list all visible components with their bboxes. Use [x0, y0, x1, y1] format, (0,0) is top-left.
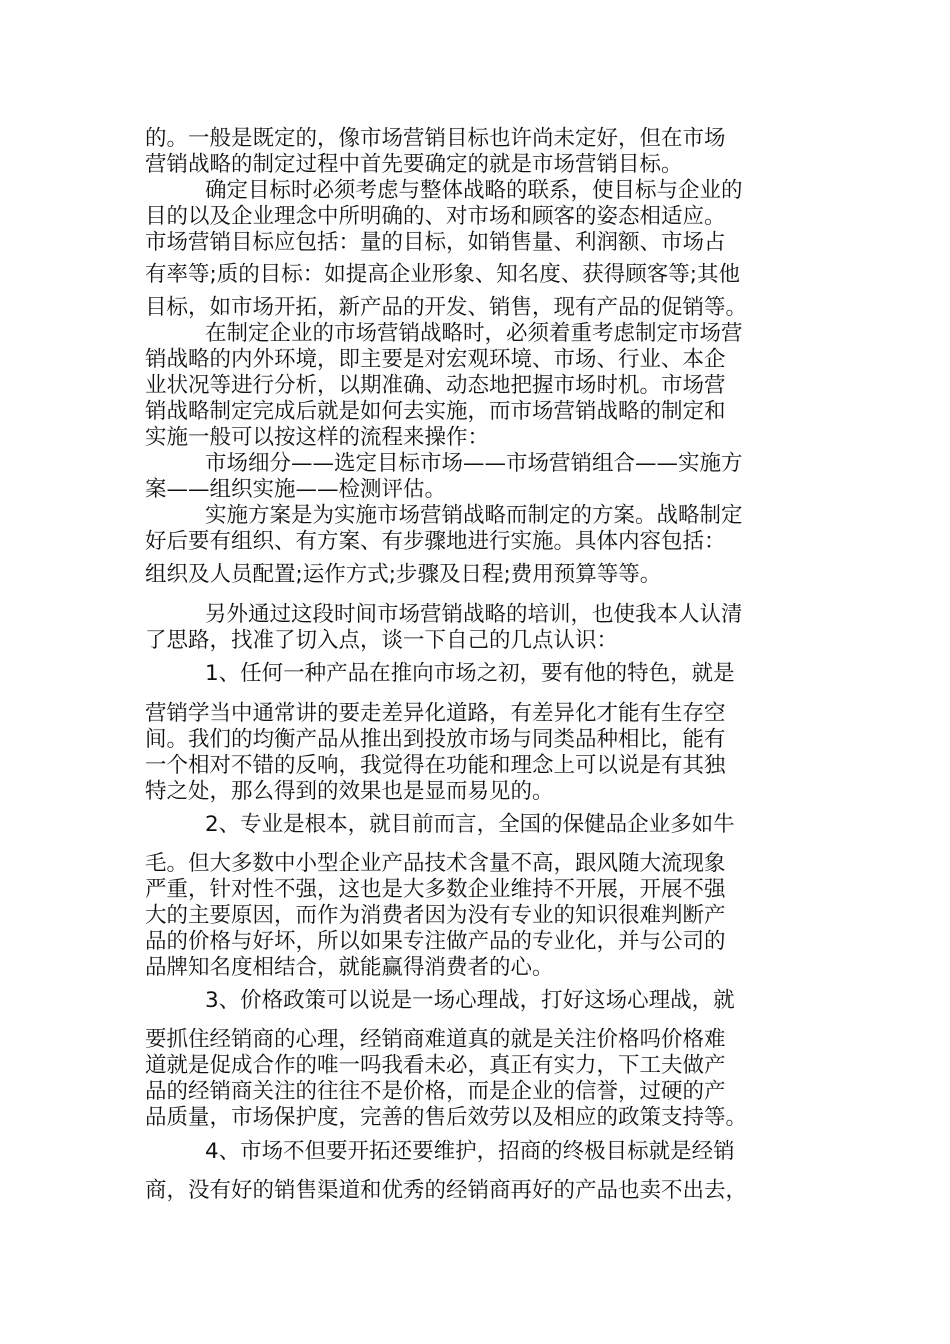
- text-line: 了思路，找准了切入点，谈一下自己的几点认识：: [145, 628, 619, 653]
- text-line: 品的经销商关注的往往不是价格，而是企业的信誉，过硬的产: [145, 1079, 726, 1104]
- text-line: 营销战略的制定过程中首先要确定的就是市场营销目标。: [145, 152, 683, 177]
- text-line: 毛。但大多数中小型企业产品技术含量不高，跟风随大流现象: [145, 851, 726, 876]
- text-line: 品的价格与好坏，所以如果专注做产品的专业化，并与公司的: [145, 929, 726, 954]
- text-line: 实施方案是为实施市场营销战略而制定的方案。战略制定: [205, 503, 743, 528]
- text-line: 实施一般可以按这样的流程来操作：: [145, 425, 490, 450]
- text-line: 严重，针对性不强，这也是大多数企业维持不开展，开展不强: [145, 877, 726, 902]
- text-line: 目的以及企业理念中所明确的、对市场和顾客的姿态相适应。: [145, 204, 726, 229]
- text-line: 销战略制定完成后就是如何去实施，而市场营销战略的制定和: [145, 399, 726, 424]
- text-line: 道就是促成合作的唯一吗我看未必，真正有实力，下工夫做产: [145, 1053, 726, 1078]
- text-line: 大的主要原因，而作为消费者因为没有专业的知识很难判断产: [145, 903, 726, 928]
- text-line: 2、专业是根本，就目前而言，全国的保健品企业多如牛: [205, 812, 735, 837]
- text-line: 的。一般是既定的，像市场营销目标也许尚未定好，但在市场: [145, 126, 726, 151]
- text-line: 要抓住经销商的心理，经销商难道真的就是关注价格吗价格难: [145, 1027, 726, 1052]
- text-line: 确定目标时必须考虑与整体战略的联系，使目标与企业的: [205, 178, 743, 203]
- text-line: 3、价格政策可以说是一场心理战，打好这场心理战，就: [205, 988, 735, 1013]
- text-line: 品牌知名度相结合，就能赢得消费者的心。: [145, 955, 554, 980]
- text-line: 1、任何一种产品在推向市场之初，要有他的特色，就是: [205, 661, 735, 686]
- text-line: 营销学当中通常讲的要走差异化道路，有差异化才能有生存空: [145, 701, 726, 726]
- text-line: 好后要有组织、有方案、有步骤地进行实施。具体内容包括：: [145, 529, 726, 554]
- text-line: 目标，如市场开拓，新产品的开发、销售，现有产品的促销等。: [145, 295, 748, 320]
- text-line: 一个相对不错的反响，我觉得在功能和理念上可以说是有其独: [145, 753, 726, 778]
- text-line: 4、市场不但要开拓还要维护，招商的终极目标就是经销: [205, 1139, 735, 1164]
- text-line: 品质量，市场保护度，完善的售后效劳以及相应的政策支持等。: [145, 1105, 748, 1130]
- text-line: 间。我们的均衡产品从推出到投放市场与同类品种相比，能有: [145, 727, 726, 752]
- text-line: 特之处，那么得到的效果也是显而易见的。: [145, 779, 554, 804]
- text-line: 在制定企业的市场营销战略时，必须着重考虑制定市场营: [205, 321, 743, 346]
- text-line: 另外通过这段时间市场营销战略的培训，也使我本人认清: [205, 602, 743, 627]
- text-line: 有率等;质的目标：如提高企业形象、知名度、获得顾客等;其他: [145, 262, 740, 287]
- text-line: 业状况等进行分析，以期准确、动态地把握市场时机。市场营: [145, 373, 726, 398]
- text-line: 组织及人员配置;运作方式;步骤及日程;费用预算等等。: [145, 562, 662, 587]
- text-line: 市场细分——选定目标市场——市场营销组合——实施方: [205, 451, 743, 476]
- text-line: 市场营销目标应包括：量的目标，如销售量、利润额、市场占: [145, 230, 726, 255]
- text-line: 销战略的内外环境，即主要是对宏观环境、市场、行业、本企: [145, 347, 726, 372]
- text-line: 商，没有好的销售渠道和优秀的经销商再好的产品也卖不出去，: [145, 1178, 748, 1203]
- text-line: 案——组织实施——检测评估。: [145, 477, 447, 502]
